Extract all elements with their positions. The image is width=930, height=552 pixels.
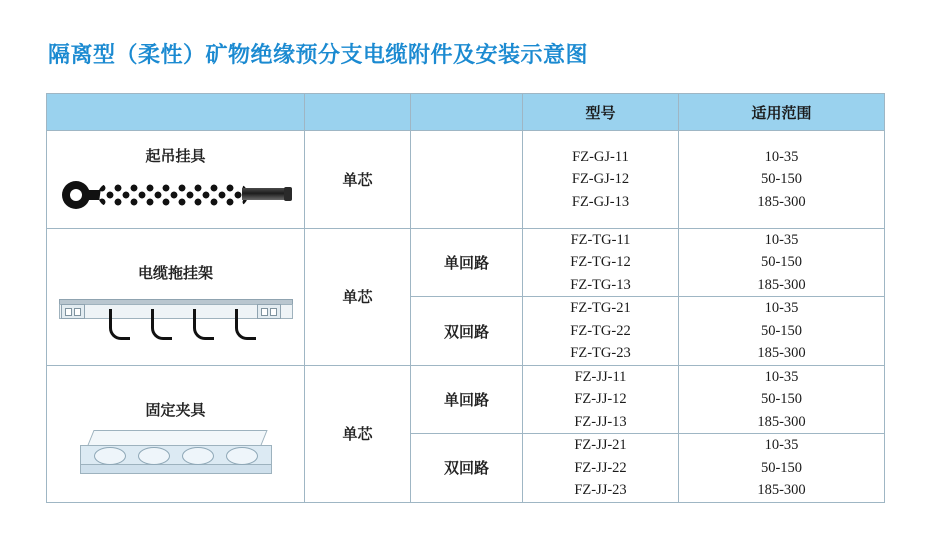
- model-value: FZ-GJ-13: [571, 193, 630, 210]
- product-name: 固定夹具: [145, 402, 206, 420]
- model-value: FZ-TG-22: [570, 322, 631, 339]
- model-value: FZ-TG-21: [570, 300, 631, 317]
- product-cell-hoist: [47, 131, 305, 229]
- range-value: 185-300: [757, 193, 806, 210]
- loop-cell: 单回路: [411, 365, 523, 433]
- table-row: [47, 131, 885, 229]
- range-value: 50-150: [760, 391, 803, 408]
- specification-table: [46, 93, 885, 503]
- model-cell: [523, 131, 679, 229]
- loop-cell: [411, 131, 523, 229]
- model-cell: [523, 434, 679, 502]
- range-value: 185-300: [757, 276, 806, 293]
- model-value: FZ-JJ-23: [574, 482, 627, 499]
- page-title: 隔离型（柔性）矿物绝缘预分支电缆附件及安装示意图: [48, 42, 589, 67]
- range-value: 50-150: [760, 171, 803, 188]
- range-cell: [679, 434, 885, 502]
- range-value: 185-300: [757, 345, 806, 362]
- range-value: 50-150: [760, 254, 803, 271]
- model-value: FZ-JJ-22: [574, 459, 627, 476]
- table-header-row: [47, 94, 885, 131]
- range-cell: [679, 297, 885, 365]
- model-value: FZ-JJ-12: [574, 391, 627, 408]
- range-cell: [679, 131, 885, 229]
- model-value: FZ-TG-11: [570, 232, 631, 248]
- fixing-clamp-icon: [47, 426, 304, 482]
- core-cell: 单芯: [305, 365, 411, 502]
- hoist-bracket-icon: [47, 172, 304, 228]
- core-cell: 单芯: [305, 131, 411, 229]
- range-value: 10-35: [764, 368, 799, 385]
- range-value: 185-300: [757, 413, 806, 430]
- range-value: 50-150: [760, 459, 803, 476]
- cable-rail-hanger-icon: [47, 289, 304, 345]
- model-value: FZ-JJ-11: [574, 368, 627, 385]
- range-value: 10-35: [764, 232, 799, 248]
- model-value: FZ-TG-13: [570, 276, 631, 293]
- model-value: FZ-TG-12: [570, 254, 631, 271]
- model-cell: [523, 229, 679, 297]
- range-cell: [679, 229, 885, 297]
- model-cell: [523, 297, 679, 365]
- product-name: 起吊挂具: [145, 148, 206, 165]
- product-cell-clamp: [47, 365, 305, 502]
- loop-cell: 双回路: [411, 297, 523, 365]
- range-value: 185-300: [757, 482, 806, 499]
- model-value: FZ-JJ-13: [574, 413, 627, 430]
- product-name: 电缆拖挂架: [137, 265, 213, 283]
- model-value: FZ-TG-23: [570, 345, 631, 362]
- model-value: FZ-GJ-12: [571, 171, 630, 188]
- range-value: 10-35: [764, 437, 799, 454]
- core-cell: 单芯: [305, 229, 411, 366]
- loop-cell: 单回路: [411, 229, 523, 297]
- header-model: 型号: [523, 94, 679, 131]
- model-value: FZ-JJ-21: [574, 437, 627, 454]
- range-value: 10-35: [764, 148, 799, 165]
- loop-cell: 双回路: [411, 434, 523, 502]
- range-cell: [679, 365, 885, 433]
- table-row: [47, 365, 885, 433]
- table-row: [47, 229, 885, 297]
- header-product: [47, 94, 305, 131]
- header-loop: [411, 94, 523, 131]
- model-cell: [523, 365, 679, 433]
- range-value: 50-150: [760, 322, 803, 339]
- range-value: 10-35: [764, 300, 799, 317]
- header-range: 适用范围: [679, 94, 885, 131]
- model-value: FZ-GJ-11: [572, 148, 629, 165]
- product-cell-rail: [47, 229, 305, 366]
- header-core: [305, 94, 411, 131]
